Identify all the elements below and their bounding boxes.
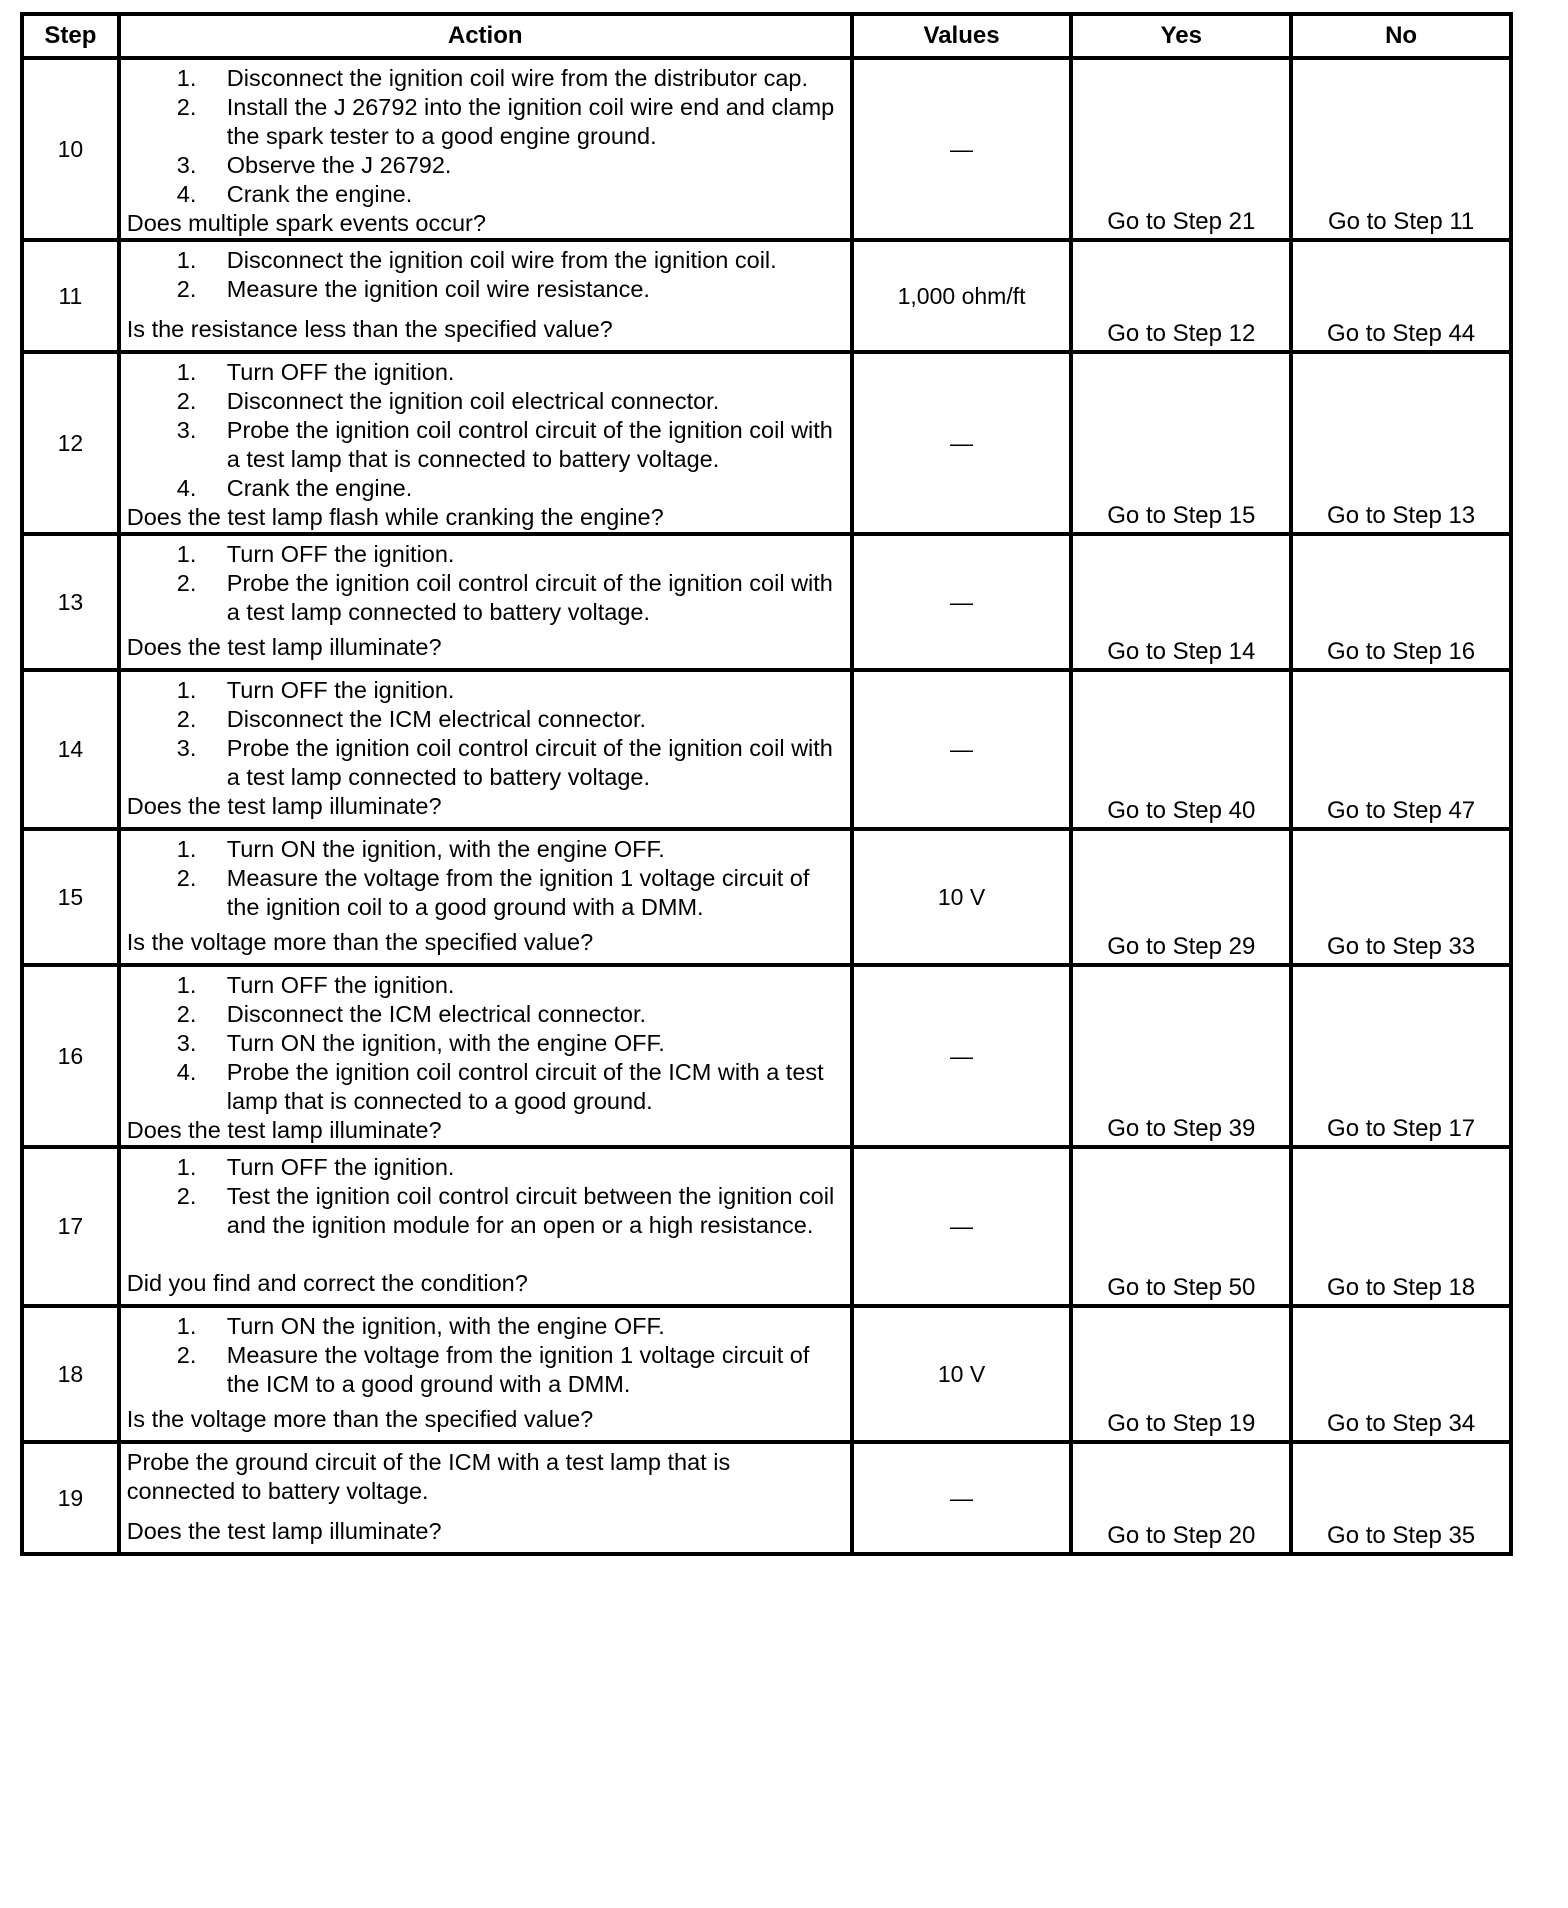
- specified-value: —: [852, 965, 1072, 1147]
- action-question: Does the test lamp illuminate?: [126, 1518, 442, 1544]
- action-step-number: 2.: [176, 1001, 197, 1027]
- action-step-text: Turn OFF the ignition.: [226, 1154, 455, 1180]
- yes-go-to-step: Go to Step 20: [1071, 1442, 1291, 1554]
- action-step-item: [127, 1341, 844, 1399]
- action-step-text: Probe the ignition coil control circuit of the ignition coil with a test lamp that is connected to battery voltage.: [226, 417, 833, 472]
- diagnostic-table: [20, 12, 1513, 1556]
- action-step-number: 3.: [176, 152, 197, 178]
- action-step-number: 4.: [176, 1059, 197, 1085]
- yes-go-to-step: Go to Step 21: [1071, 58, 1291, 240]
- action-cell: [119, 1306, 852, 1442]
- table-row: [22, 965, 1511, 1147]
- table-row: [22, 58, 1511, 240]
- action-steps-list: [127, 540, 844, 627]
- action-question: Does the test lamp illuminate?: [126, 793, 442, 819]
- action-step-text: Turn OFF the ignition.: [226, 359, 455, 385]
- step-number: 10: [22, 58, 119, 240]
- action-step-text: Probe the ignition coil control circuit of the ICM with a test lamp that is connected to a good ground.: [226, 1059, 824, 1114]
- action-steps-list: [127, 1153, 844, 1240]
- yes-go-to-step: Go to Step 39: [1071, 965, 1291, 1147]
- specified-value: —: [852, 352, 1072, 534]
- action-step-number: 1.: [176, 65, 197, 91]
- action-step-text: Measure the voltage from the ignition 1 voltage circuit of the ICM to a good ground with a DMM.: [226, 1342, 810, 1397]
- no-go-to-step: Go to Step 18: [1291, 1147, 1511, 1306]
- action-step-number: 1.: [176, 359, 197, 385]
- action-step-item: [127, 540, 844, 569]
- action-step-text: Measure the voltage from the ignition 1 voltage circuit of the ignition coil to a good ground with a DMM.: [226, 865, 810, 920]
- header-step: Step: [22, 14, 119, 58]
- action-step-item: [127, 180, 844, 209]
- action-content: [121, 967, 850, 1141]
- no-go-to-step: Go to Step 13: [1291, 352, 1511, 534]
- header-action: Action: [119, 14, 852, 58]
- step-number: 12: [22, 352, 119, 534]
- no-go-to-step: Go to Step 35: [1291, 1442, 1511, 1554]
- action-step-number: 2.: [176, 706, 197, 732]
- table-row: [22, 670, 1511, 829]
- action-cell: [119, 1147, 852, 1306]
- yes-go-to-step: Go to Step 19: [1071, 1306, 1291, 1442]
- step-number: 13: [22, 534, 119, 670]
- specified-value: —: [852, 1442, 1072, 1554]
- action-content: [121, 60, 850, 234]
- action-step-item: [127, 275, 844, 304]
- action-step-number: 3.: [176, 735, 197, 761]
- action-step-text: Disconnect the ignition coil wire from the distributor cap.: [226, 65, 809, 91]
- action-cell: [119, 534, 852, 670]
- action-step-item: [127, 93, 844, 151]
- action-step-number: 2.: [176, 1183, 197, 1209]
- action-question: Is the voltage more than the specified value?: [126, 929, 594, 955]
- action-content: [121, 536, 850, 664]
- action-step-text: Crank the engine.: [226, 181, 413, 207]
- action-step-text: Turn OFF the ignition.: [226, 677, 455, 703]
- yes-go-to-step: Go to Step 40: [1071, 670, 1291, 829]
- no-go-to-step: Go to Step 33: [1291, 829, 1511, 965]
- action-step-text: Turn ON the ignition, with the engine OFF.: [226, 836, 665, 862]
- action-step-item: [127, 387, 844, 416]
- action-step-item: [127, 1029, 844, 1058]
- action-question: Is the resistance less than the specified value?: [126, 316, 613, 342]
- no-go-to-step: Go to Step 17: [1291, 965, 1511, 1147]
- action-step-item: [127, 416, 844, 474]
- no-go-to-step: Go to Step 47: [1291, 670, 1511, 829]
- step-number: 18: [22, 1306, 119, 1442]
- step-number: 11: [22, 240, 119, 352]
- specified-value: —: [852, 1147, 1072, 1306]
- header-no: No: [1291, 14, 1511, 58]
- action-cell: [119, 965, 852, 1147]
- specified-value: —: [852, 670, 1072, 829]
- action-step-number: 2.: [176, 570, 197, 596]
- step-number: 16: [22, 965, 119, 1147]
- table-row: [22, 352, 1511, 534]
- action-steps-list: [127, 676, 844, 792]
- action-step-number: 1.: [176, 972, 197, 998]
- action-steps-list: [127, 358, 844, 503]
- action-content: [121, 242, 850, 346]
- yes-go-to-step: Go to Step 29: [1071, 829, 1291, 965]
- specified-value: —: [852, 534, 1072, 670]
- action-cell: [119, 670, 852, 829]
- header-values: Values: [852, 14, 1072, 58]
- action-steps-list: [127, 246, 844, 304]
- action-cell: [119, 829, 852, 965]
- action-step-item: [127, 246, 844, 275]
- action-step-item: [127, 971, 844, 1000]
- action-step-number: 2.: [176, 276, 197, 302]
- action-step-text: Measure the ignition coil wire resistance.: [226, 276, 650, 302]
- action-content: [121, 672, 850, 823]
- action-step-text: Disconnect the ignition coil electrical connector.: [226, 388, 720, 414]
- action-question: Does the test lamp illuminate?: [126, 1117, 442, 1143]
- action-step-text: Turn OFF the ignition.: [226, 541, 455, 567]
- action-step-text: Disconnect the ICM electrical connector.: [226, 1001, 647, 1027]
- specified-value: 10 V: [852, 829, 1072, 965]
- specified-value: 1,000 ohm/ft: [852, 240, 1072, 352]
- action-cell: [119, 240, 852, 352]
- action-step-number: 2.: [176, 388, 197, 414]
- action-step-item: [127, 864, 844, 922]
- step-number: 19: [22, 1442, 119, 1554]
- action-step-item: [127, 835, 844, 864]
- specified-value: —: [852, 58, 1072, 240]
- action-step-item: [127, 151, 844, 180]
- action-steps-list: [127, 971, 844, 1116]
- yes-go-to-step: Go to Step 50: [1071, 1147, 1291, 1306]
- action-question: Did you find and correct the condition?: [126, 1270, 528, 1296]
- action-step-number: 4.: [176, 475, 197, 501]
- action-step-number: 4.: [176, 181, 197, 207]
- action-step-item: [127, 358, 844, 387]
- action-step-number: 2.: [176, 1342, 197, 1368]
- header-yes: Yes: [1071, 14, 1291, 58]
- no-go-to-step: Go to Step 34: [1291, 1306, 1511, 1442]
- action-step-item: [127, 1153, 844, 1182]
- action-content: [121, 1308, 850, 1436]
- no-go-to-step: Go to Step 11: [1291, 58, 1511, 240]
- action-step-item: [127, 64, 844, 93]
- action-step-text: Probe the ignition coil control circuit of the ignition coil with a test lamp connected to battery voltage.: [226, 570, 833, 625]
- action-step-text: Install the J 26792 into the ignition coil wire end and clamp the spark tester to a good engine ground.: [226, 94, 835, 149]
- table-row: [22, 1442, 1511, 1554]
- action-step-number: 3.: [176, 1030, 197, 1056]
- header-row: [22, 14, 1511, 58]
- action-content: [121, 354, 850, 528]
- action-step-item: [127, 734, 844, 792]
- action-step-number: 2.: [176, 94, 197, 120]
- action-step-number: 1.: [176, 541, 197, 567]
- action-step-text: Turn ON the ignition, with the engine OFF.: [226, 1313, 665, 1339]
- step-number: 17: [22, 1147, 119, 1306]
- action-question: Does the test lamp illuminate?: [126, 634, 442, 660]
- action-question: Does multiple spark events occur?: [126, 210, 486, 236]
- action-step-text: Turn ON the ignition, with the engine OFF.: [226, 1030, 665, 1056]
- action-step-text: Crank the engine.: [226, 475, 413, 501]
- action-step-number: 1.: [176, 836, 197, 862]
- action-step-number: 1.: [176, 1154, 197, 1180]
- yes-go-to-step: Go to Step 15: [1071, 352, 1291, 534]
- action-content: [121, 831, 850, 959]
- no-go-to-step: Go to Step 44: [1291, 240, 1511, 352]
- table-row: [22, 1306, 1511, 1442]
- action-step-number: 1.: [176, 247, 197, 273]
- no-go-to-step: Go to Step 16: [1291, 534, 1511, 670]
- action-step-text: Turn OFF the ignition.: [226, 972, 455, 998]
- action-step-number: 3.: [176, 417, 197, 443]
- action-steps-list: [127, 1312, 844, 1399]
- action-cell: [119, 58, 852, 240]
- action-steps-list: [127, 64, 844, 209]
- action-step-number: 1.: [176, 677, 197, 703]
- action-step-item: [127, 705, 844, 734]
- step-number: 14: [22, 670, 119, 829]
- table-row: [22, 829, 1511, 965]
- action-step-item: [127, 1000, 844, 1029]
- action-cell: [119, 1442, 852, 1554]
- table-row: [22, 1147, 1511, 1306]
- action-step-item: [127, 1312, 844, 1341]
- action-step-text: Observe the J 26792.: [226, 152, 452, 178]
- action-step-text: Disconnect the ICM electrical connector.: [226, 706, 647, 732]
- yes-go-to-step: Go to Step 14: [1071, 534, 1291, 670]
- action-content: [121, 1444, 850, 1548]
- action-step-text: Disconnect the ignition coil wire from the ignition coil.: [226, 247, 777, 273]
- action-step-text: Probe the ignition coil control circuit of the ignition coil with a test lamp connected to battery voltage.: [226, 735, 833, 790]
- action-step-item: [127, 1058, 844, 1116]
- action-cell: [119, 352, 852, 534]
- yes-go-to-step: Go to Step 12: [1071, 240, 1291, 352]
- action-question: Is the voltage more than the specified value?: [126, 1406, 594, 1432]
- action-step-text: Test the ignition coil control circuit between the ignition coil and the ignition module for an open or a high resistance.: [226, 1183, 835, 1238]
- action-content: [121, 1149, 850, 1300]
- table-row: [22, 534, 1511, 670]
- action-step-item: [127, 1182, 844, 1240]
- action-paragraph: Probe the ground circuit of the ICM with a test lamp that is connected to battery voltage.: [126, 1449, 731, 1504]
- table-row: [22, 240, 1511, 352]
- action-question: Does the test lamp flash while cranking the engine?: [126, 504, 664, 530]
- action-step-item: [127, 569, 844, 627]
- action-step-item: [127, 474, 844, 503]
- action-step-number: 2.: [176, 865, 197, 891]
- action-steps-list: [127, 835, 844, 922]
- specified-value: 10 V: [852, 1306, 1072, 1442]
- step-number: 15: [22, 829, 119, 965]
- action-step-item: [127, 676, 844, 705]
- action-step-number: 1.: [176, 1313, 197, 1339]
